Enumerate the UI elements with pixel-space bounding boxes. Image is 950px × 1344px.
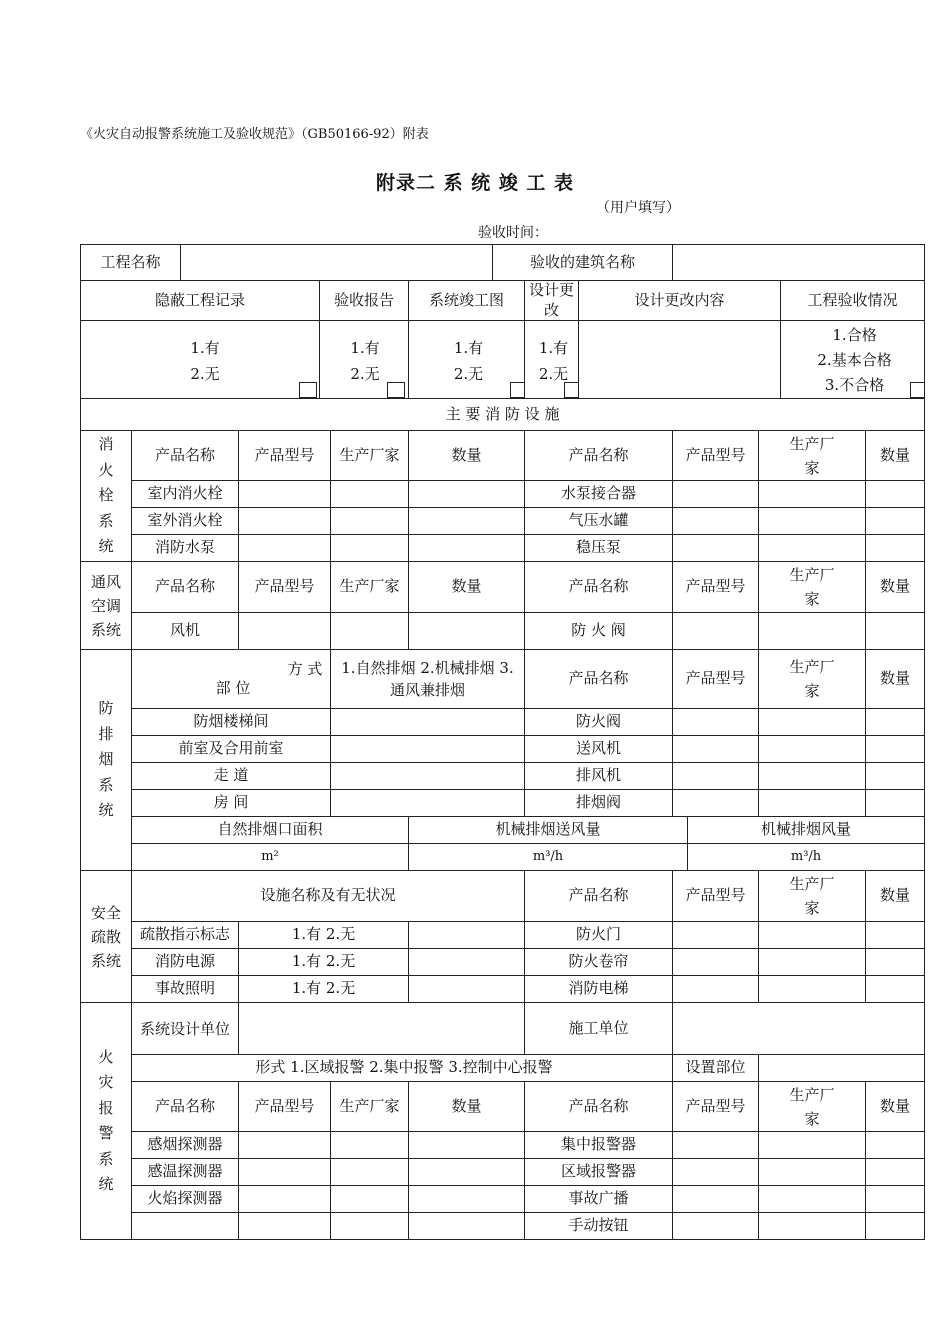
table-cell[interactable]: [866, 535, 925, 562]
design-change-options: [525, 321, 579, 399]
product-name-header: 产品名称: [525, 650, 673, 709]
table-cell[interactable]: [409, 1132, 525, 1159]
table-cell[interactable]: [239, 1132, 331, 1159]
table-cell[interactable]: [673, 922, 759, 949]
option-yes: 1.有: [350, 338, 380, 357]
checkbox[interactable]: [387, 382, 405, 398]
method-options: 1.自然排烟 2.机械排烟 3.通风兼排烟: [331, 650, 525, 709]
table-cell[interactable]: [866, 790, 925, 817]
fire-pump: 消防水泵: [132, 535, 239, 562]
quantity-header: 数量: [866, 562, 925, 613]
table-cell[interactable]: [239, 481, 331, 508]
hidden-record-header: 隐蔽工程记录: [81, 281, 320, 321]
table-cell[interactable]: [673, 790, 759, 817]
table-cell[interactable]: [331, 1186, 409, 1213]
table-cell[interactable]: [331, 1159, 409, 1186]
heat-detector: 感温探测器: [132, 1159, 239, 1186]
building-name-label: 验收的建筑名称: [493, 245, 673, 281]
table-cell[interactable]: [759, 508, 866, 535]
front-room: 前室及合用前室: [132, 736, 331, 763]
option-yes: 1.有: [190, 338, 220, 357]
product-model-header: 产品型号: [673, 562, 759, 613]
product-name-header: 产品名称: [132, 431, 239, 481]
table-cell[interactable]: [673, 1186, 759, 1213]
hydrant-system-label: 消火栓系统: [81, 431, 132, 562]
manufacturer-header: 生产厂家: [331, 1082, 409, 1132]
fill-note: （用户填写）: [596, 200, 680, 216]
fire-door: 防火门: [525, 922, 673, 949]
product-model-header: 产品型号: [673, 1082, 759, 1132]
smoke-fire-damper: 防火阀: [525, 709, 673, 736]
quantity-header: 数量: [866, 871, 925, 922]
building-name-value[interactable]: [673, 245, 925, 281]
construction-unit-value[interactable]: [673, 1003, 925, 1055]
table-cell[interactable]: [331, 613, 409, 650]
product-model-header: 产品型号: [239, 1082, 331, 1132]
location-value[interactable]: [759, 1055, 925, 1082]
emergency-lighting-options: 1.有 2.无: [239, 976, 409, 1003]
table-cell[interactable]: [409, 1159, 525, 1186]
design-change-content-value[interactable]: [579, 321, 781, 399]
smoke-system-label: 防排烟系统: [81, 650, 132, 871]
manufacturer-header: 生产厂家: [331, 431, 409, 481]
product-model-header: 产品型号: [673, 871, 759, 922]
option-no: 2.无: [538, 364, 569, 383]
corridor: 走 道: [132, 763, 331, 790]
table-cell[interactable]: [331, 1132, 409, 1159]
table-cell[interactable]: [759, 1159, 866, 1186]
mech-exhaust-header: 机械排烟风量: [688, 817, 925, 844]
accept-report-header: 验收报告: [320, 281, 409, 321]
acceptance-status-header: 工程验收情况: [781, 281, 925, 321]
zone-alarm: 区域报警器: [525, 1159, 673, 1186]
completion-form-table: [80, 244, 925, 1240]
table-cell[interactable]: [673, 736, 759, 763]
indoor-hydrant: 室内消火栓: [132, 481, 239, 508]
construction-unit-label: 施工单位: [525, 1003, 673, 1055]
quantity-header: 数量: [409, 562, 525, 613]
table-cell[interactable]: [673, 1132, 759, 1159]
manufacturer-header: 生产厂家: [759, 562, 866, 613]
table-cell[interactable]: [239, 1159, 331, 1186]
table-cell[interactable]: [759, 1186, 866, 1213]
table-cell[interactable]: [759, 736, 866, 763]
supply-fan: 送风机: [525, 736, 673, 763]
alarm-form-options: 形式 1.区域报警 2.集中报警 3.控制中心报警: [132, 1055, 673, 1082]
manufacturer-header: 生产厂家: [759, 650, 866, 709]
central-alarm: 集中报警器: [525, 1132, 673, 1159]
table-cell[interactable]: [239, 1186, 331, 1213]
quantity-header: 数量: [866, 431, 925, 481]
completion-drawing-options: [409, 321, 525, 399]
hvac-system-label: 通风空调系统: [81, 562, 132, 650]
method-part-header: [132, 650, 331, 709]
table-cell[interactable]: [409, 949, 525, 976]
evac-system-label: 安全疏散系统: [81, 871, 132, 1003]
exit-sign-options: 1.有 2.无: [239, 922, 409, 949]
table-cell[interactable]: [759, 976, 866, 1003]
pump-adapter: 水泵接合器: [525, 481, 673, 508]
product-name-header: 产品名称: [132, 562, 239, 613]
main-facilities-header: 主 要 消 防 设 施: [81, 399, 925, 431]
method-label: 方 式: [287, 659, 323, 678]
table-cell[interactable]: [759, 763, 866, 790]
checkbox[interactable]: [299, 382, 317, 398]
quantity-header: 数量: [866, 1082, 925, 1132]
table-cell[interactable]: [409, 1213, 525, 1240]
option-pass: 1.合格: [832, 326, 877, 344]
hidden-record-options: [81, 321, 320, 399]
table-cell[interactable]: [866, 763, 925, 790]
product-model-header: 产品型号: [673, 431, 759, 481]
table-cell[interactable]: [331, 535, 409, 562]
table-cell[interactable]: [409, 535, 525, 562]
smoke-detector: 感烟探测器: [132, 1132, 239, 1159]
mech-supply-header: 机械排烟送风量: [409, 817, 688, 844]
table-cell[interactable]: [673, 709, 759, 736]
flame-detector: 火焰探测器: [132, 1186, 239, 1213]
table-cell[interactable]: [331, 736, 525, 763]
table-cell[interactable]: [673, 613, 759, 650]
booster-pump: 稳压泵: [525, 535, 673, 562]
table-cell[interactable]: [409, 922, 525, 949]
product-model-header: 产品型号: [673, 650, 759, 709]
product-model-header: 产品型号: [239, 562, 331, 613]
table-cell[interactable]: [866, 481, 925, 508]
exit-sign: 疏散指示标志: [132, 922, 239, 949]
table-cell[interactable]: [866, 508, 925, 535]
room: 房 间: [132, 790, 331, 817]
table-cell[interactable]: [239, 535, 331, 562]
quantity-header: 数量: [409, 431, 525, 481]
table-cell[interactable]: [759, 1213, 866, 1240]
mech-supply-value[interactable]: m³/h: [409, 844, 688, 871]
table-cell[interactable]: [331, 709, 525, 736]
fan: 风机: [132, 613, 239, 650]
table-cell[interactable]: [239, 1213, 331, 1240]
table-cell[interactable]: [759, 481, 866, 508]
completion-drawing-header: 系统竣工图: [409, 281, 525, 321]
table-cell[interactable]: [673, 481, 759, 508]
design-unit-value[interactable]: [239, 1003, 525, 1055]
table-cell[interactable]: [331, 763, 525, 790]
option-yes: 1.有: [538, 338, 569, 357]
table-cell[interactable]: [866, 613, 925, 650]
design-change-header: 设计更改: [525, 281, 579, 321]
checkbox[interactable]: [510, 382, 525, 398]
table-cell[interactable]: [866, 1186, 925, 1213]
table-cell[interactable]: [331, 508, 409, 535]
table-cell[interactable]: [866, 922, 925, 949]
pressure-tank: 气压水罐: [525, 508, 673, 535]
table-cell[interactable]: [409, 481, 525, 508]
manufacturer-header: 生产厂家: [759, 871, 866, 922]
manufacturer-header: 生产厂家: [759, 431, 866, 481]
alarm-system-label: 火灾报警系统: [81, 1003, 132, 1240]
table-cell[interactable]: [409, 1186, 525, 1213]
fire-power: 消防电源: [132, 949, 239, 976]
acceptance-status-options: [781, 321, 925, 399]
table-cell[interactable]: [673, 1159, 759, 1186]
page-title: 附录二 系 统 竣 工 表: [375, 172, 575, 194]
table-cell[interactable]: [409, 613, 525, 650]
exhaust-fan: 排风机: [525, 763, 673, 790]
outdoor-hydrant: 室外消火栓: [132, 508, 239, 535]
table-cell[interactable]: [331, 481, 409, 508]
table-cell[interactable]: [866, 709, 925, 736]
table-cell[interactable]: [673, 763, 759, 790]
accept-time-label: 验收时间：: [478, 225, 548, 241]
manufacturer-header: 生产厂家: [759, 1082, 866, 1132]
table-cell[interactable]: [759, 949, 866, 976]
accept-report-options: [320, 321, 409, 399]
table-cell[interactable]: [673, 535, 759, 562]
table-cell[interactable]: [673, 949, 759, 976]
table-cell[interactable]: [239, 508, 331, 535]
option-no: 2.无: [190, 364, 220, 383]
table-cell[interactable]: [866, 976, 925, 1003]
fire-shutter: 防火卷帘: [525, 949, 673, 976]
location-label: 设置部位: [673, 1055, 759, 1082]
product-name-header: 产品名称: [525, 871, 673, 922]
blank-item[interactable]: [132, 1213, 239, 1240]
table-cell[interactable]: [759, 613, 866, 650]
table-cell[interactable]: [866, 1132, 925, 1159]
table-cell[interactable]: [866, 1159, 925, 1186]
facility-status-header: 设施名称及有无状况: [132, 871, 525, 922]
table-cell[interactable]: [759, 922, 866, 949]
option-fail: 3.不合格: [824, 376, 885, 394]
manufacturer-header: 生产厂家: [331, 562, 409, 613]
fire-power-options: 1.有 2.无: [239, 949, 409, 976]
product-name-header: 产品名称: [525, 562, 673, 613]
table-cell[interactable]: [866, 736, 925, 763]
header-note: 《火灾自动报警系统施工及验收规范》（GB50166-92）附表: [80, 127, 429, 142]
manual-button: 手动按钮: [525, 1213, 673, 1240]
table-cell[interactable]: [866, 949, 925, 976]
fire-elevator: 消防电梯: [525, 976, 673, 1003]
design-unit-label: 系统设计单位: [132, 1003, 239, 1055]
option-no: 2.无: [350, 364, 380, 383]
product-name-header: 产品名称: [132, 1082, 239, 1132]
mech-exhaust-value[interactable]: m³/h: [688, 844, 925, 871]
design-change-content-header: 设计更改内容: [579, 281, 781, 321]
quantity-header: 数量: [866, 650, 925, 709]
fire-damper: 防 火 阀: [525, 613, 673, 650]
table-cell[interactable]: [331, 1213, 409, 1240]
table-cell[interactable]: [759, 535, 866, 562]
quantity-header: 数量: [409, 1082, 525, 1132]
option-basic-pass: 2.基本合格: [817, 351, 892, 369]
table-cell[interactable]: [239, 613, 331, 650]
smoke-exhaust-valve: 排烟阀: [525, 790, 673, 817]
natural-vent-area-value[interactable]: m²: [132, 844, 409, 871]
table-cell[interactable]: [673, 976, 759, 1003]
table-cell[interactable]: [759, 790, 866, 817]
option-no: 2.无: [453, 364, 484, 383]
emergency-broadcast: 事故广播: [525, 1186, 673, 1213]
option-yes: 1.有: [453, 338, 484, 357]
project-name-value[interactable]: [181, 245, 493, 281]
stair-smoke-proof: 防烟楼梯间: [132, 709, 331, 736]
table-cell[interactable]: [759, 1132, 866, 1159]
natural-vent-area-header: 自然排烟口面积: [132, 817, 409, 844]
part-label: 部 位: [215, 679, 251, 697]
table-cell[interactable]: [673, 1213, 759, 1240]
project-name-label: 工程名称: [81, 245, 181, 281]
product-name-header: 产品名称: [525, 1082, 673, 1132]
emergency-lighting: 事故照明: [132, 976, 239, 1003]
checkbox[interactable]: [564, 382, 579, 398]
table-cell[interactable]: [331, 790, 525, 817]
checkbox[interactable]: [910, 382, 925, 398]
table-cell[interactable]: [409, 508, 525, 535]
table-cell[interactable]: [673, 508, 759, 535]
table-cell[interactable]: [866, 1213, 925, 1240]
product-name-header: 产品名称: [525, 431, 673, 481]
table-cell[interactable]: [409, 976, 525, 1003]
table-cell[interactable]: [759, 709, 866, 736]
product-model-header: 产品型号: [239, 431, 331, 481]
